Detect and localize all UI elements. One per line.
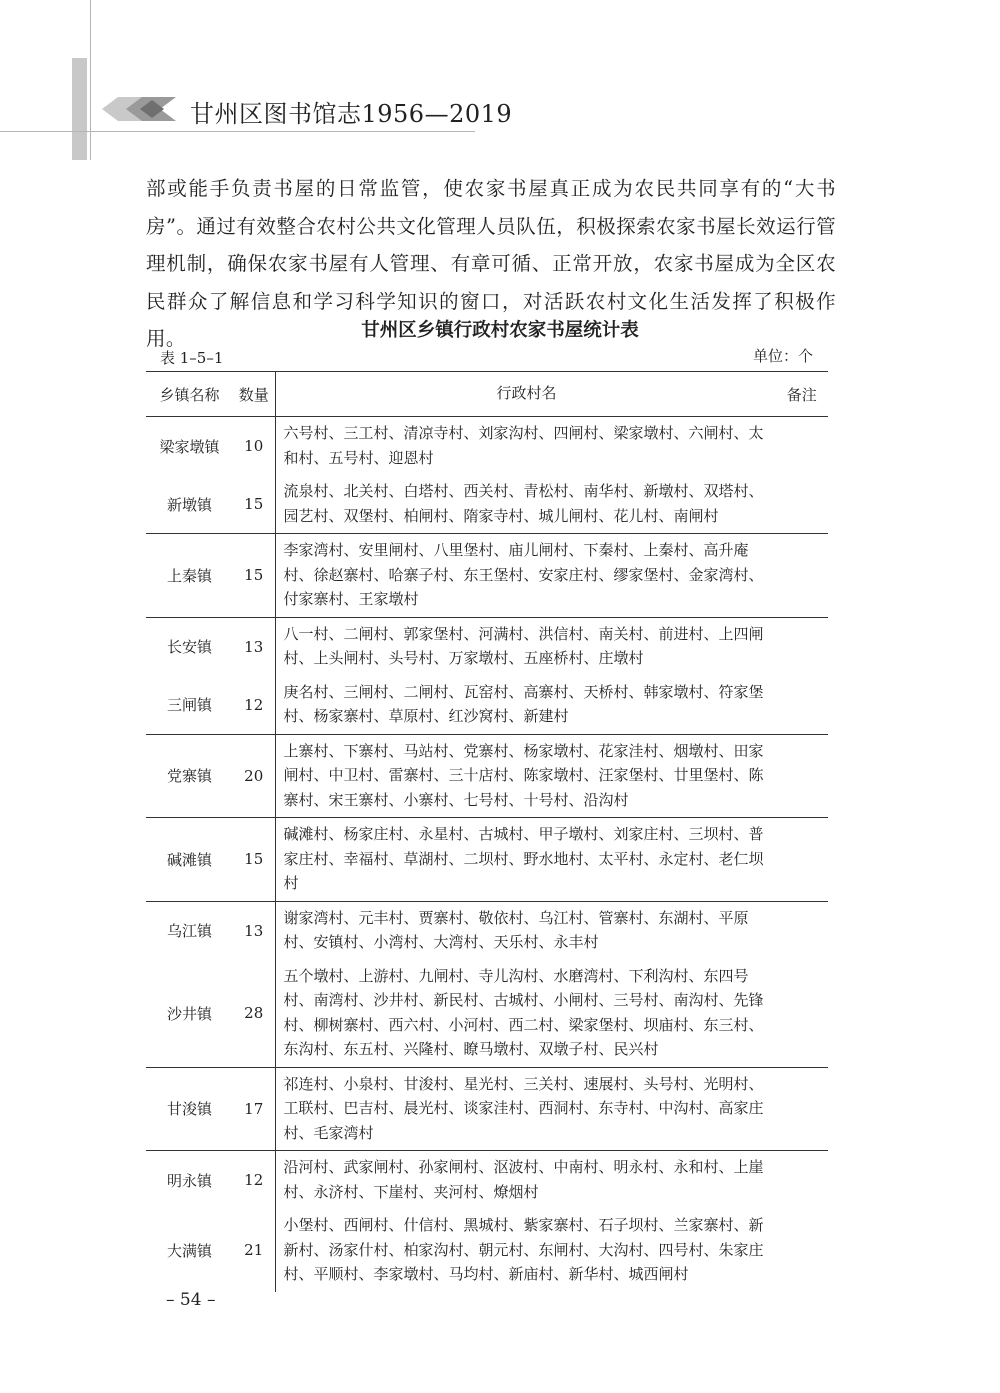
village-list: 五个墩村、上游村、九闸村、寺儿沟村、水磨湾村、下利沟村、东四号村、南湾村、沙井村、新民村、古城村、小闸村、三号村、南沟村、先锋村、柳树寨村、西六村、小河村、西二村、梁家堡村、坝庙村、东三村、东沟村、东五村、兴隆村、瞭马墩村、双墩子村、民兴村	[275, 960, 776, 1068]
page-number: – 54 –	[166, 1290, 216, 1310]
table-row	[146, 417, 828, 476]
village-list: 谢家湾村、元丰村、贾寨村、敬依村、乌江村、管寨村、东湖村、平原村、安镇村、小湾村、大湾村、天乐村、永丰村	[275, 901, 776, 960]
village-list: 碱滩村、杨家庄村、永星村、古城村、甲子墩村、刘家庄村、三坝村、普家庄村、幸福村、草湖村、二坝村、野水地村、太平村、永定村、老仁坝村	[275, 818, 776, 902]
village-bookstore-table	[146, 371, 828, 1292]
town-name: 新墩镇	[146, 475, 233, 534]
header-vertical-rule	[90, 0, 91, 160]
header-gray-bar	[72, 58, 87, 160]
note-cell	[776, 417, 828, 476]
note-cell	[776, 676, 828, 735]
village-count: 12	[244, 1171, 264, 1189]
header-town: 乡镇名称	[146, 372, 233, 417]
body-paragraph: 部或能手负责书屋的日常监管，使农家书屋真正成为农民共同享有的“大书房”。通过有效整合农村公共文化管理人员队伍，积极探索农家书屋长效运行管理机制，确保农家书屋有人管理、有章可循、正常开放，农家书屋成为全区农民群众了解信息和学习科学知识的窗口，对活跃农村文化生活发挥了积极作用。	[146, 177, 836, 350]
table-row	[146, 901, 828, 960]
village-count: 13	[244, 921, 264, 940]
town-name: 乌江镇	[166, 922, 212, 940]
village-count: 12	[233, 676, 275, 735]
town-name: 大满镇	[166, 1241, 212, 1260]
note-cell	[776, 818, 828, 902]
village-list: 沿河村、武家闸村、孙家闸村、沤波村、中南村、明永村、永和村、上崖村、永济村、下崖村、夹河村、燎烟村	[275, 1151, 776, 1210]
book-title: 甘州区图书馆志1956—2019	[190, 100, 513, 128]
town-name: 碱滩镇	[146, 818, 233, 902]
town-name: 三闸镇	[146, 676, 233, 735]
header-note: 备注	[776, 372, 828, 417]
village-count: 20	[233, 734, 275, 818]
table-row	[146, 475, 828, 534]
header-horizontal-rule	[0, 131, 475, 132]
table-title: 甘州区乡镇行政村农家书屋统计表	[361, 320, 639, 341]
note-cell	[776, 1209, 828, 1292]
table-row	[146, 676, 828, 735]
header-count: 数量	[233, 372, 275, 417]
village-count: 21	[244, 1241, 264, 1260]
town-name: 沙井镇	[146, 960, 233, 1068]
header-villages: 行政村名	[275, 372, 776, 417]
table-row	[146, 734, 828, 818]
town-name: 长安镇	[166, 638, 212, 656]
table-row	[146, 1209, 828, 1292]
note-cell	[776, 617, 828, 676]
table-row	[146, 818, 828, 902]
town-name: 甘浚镇	[146, 1067, 233, 1151]
table-row	[146, 534, 828, 618]
table-unit: 单位：个	[753, 347, 814, 365]
village-list: 八一村、二闸村、郭家堡村、河满村、洪信村、南关村、前进村、上四闸村、上头闸村、头号村、万家墩村、五座桥村、庄墩村	[275, 617, 776, 676]
village-list: 上寨村、下寨村、马站村、党寨村、杨家墩村、花家洼村、烟墩村、田家闸村、中卫村、雷寨村、三十店村、陈家墩村、汪家堡村、廿里堡村、陈寨村、宋王寨村、小寨村、七号村、十号村、沿沟村	[275, 734, 776, 818]
diamond-ornament-icon	[100, 94, 180, 124]
table-header-row	[146, 372, 828, 417]
note-cell	[776, 534, 828, 618]
note-cell	[776, 1151, 828, 1210]
village-list: 祁连村、小泉村、甘浚村、星光村、三关村、速展村、头号村、光明村、工联村、巴吉村、晨光村、谈家洼村、西洞村、东寺村、中沟村、高家庄村、毛家湾村	[275, 1067, 776, 1151]
village-count: 13	[244, 637, 264, 656]
table-number: 表 1–5–1	[160, 349, 224, 367]
table-row	[146, 617, 828, 676]
village-list: 六号村、三工村、清凉寺村、刘家沟村、四闸村、梁家墩村、六闸村、太和村、五号村、迎恩村	[275, 417, 776, 476]
village-list: 李家湾村、安里闸村、八里堡村、庙儿闸村、下秦村、上秦村、高升庵村、徐赵寨村、哈寨子村、东王堡村、安家庄村、缪家堡村、金家湾村、付家寨村、王家墩村	[275, 534, 776, 618]
table-row	[146, 1067, 828, 1151]
town-name: 明永镇	[166, 1171, 212, 1190]
village-list: 庚名村、三闸村、二闸村、瓦窑村、高寨村、天桥村、韩家墩村、符家堡村、杨家寨村、草原村、红沙窝村、新建村	[275, 676, 776, 735]
note-cell	[776, 734, 828, 818]
town-name: 党寨镇	[146, 734, 233, 818]
town-name: 梁家墩镇	[159, 437, 220, 456]
village-count: 17	[233, 1067, 275, 1151]
village-count: 10	[244, 437, 264, 455]
note-cell	[776, 960, 828, 1068]
note-cell	[776, 475, 828, 534]
village-list: 小堡村、西闸村、什信村、黑城村、紫家寨村、石子坝村、兰家寨村、新新村、汤家什村、柏家沟村、朝元村、东闸村、大沟村、四号村、朱家庄村、平顺村、李家墩村、马均村、新庙村、新华村、城西闸村	[275, 1209, 776, 1292]
table-row	[146, 1151, 828, 1210]
village-count: 15	[233, 818, 275, 902]
town-name: 上秦镇	[146, 534, 233, 618]
table-row	[146, 960, 828, 1068]
village-list: 流泉村、北关村、白塔村、西关村、青松村、南华村、新墩村、双塔村、园艺村、双堡村、柏闸村、隋家寺村、城儿闸村、花儿村、南闸村	[275, 475, 776, 534]
note-cell	[776, 1067, 828, 1151]
note-cell	[776, 901, 828, 960]
village-count: 28	[233, 960, 275, 1068]
village-count: 15	[233, 534, 275, 618]
village-count: 15	[233, 475, 275, 534]
